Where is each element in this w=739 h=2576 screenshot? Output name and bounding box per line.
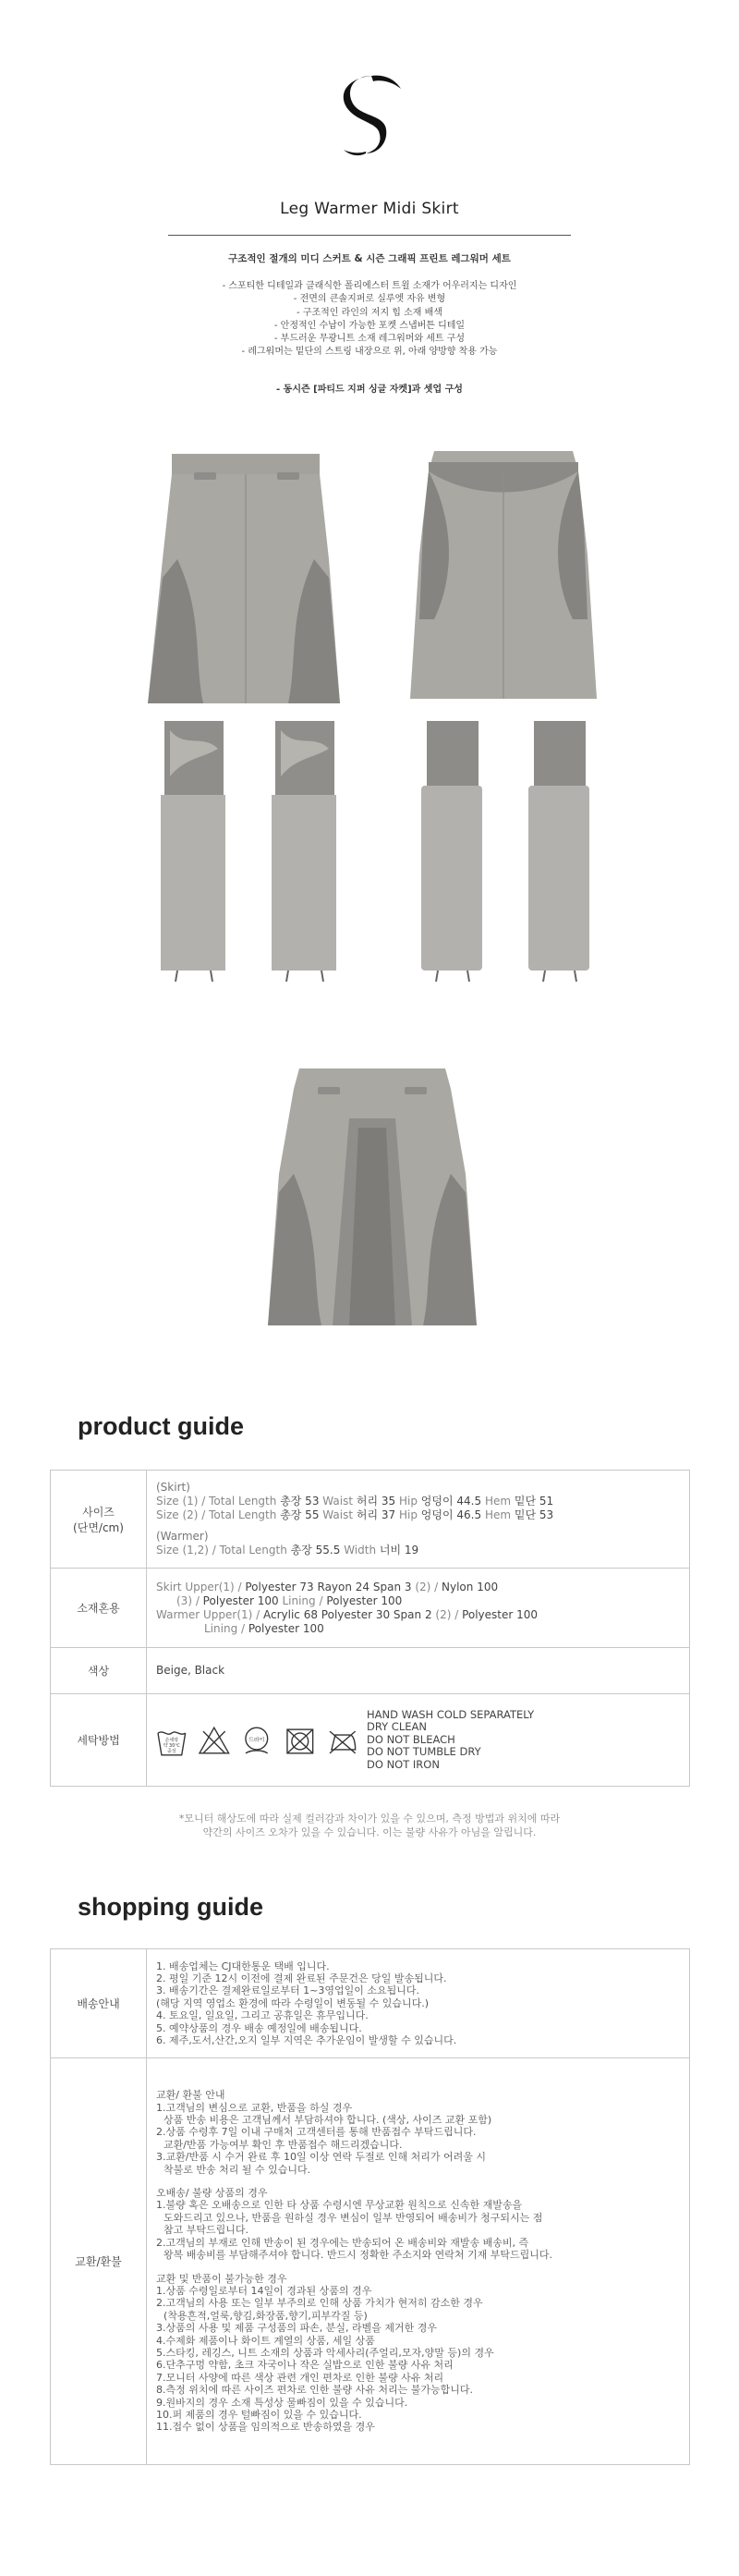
- exchange-line: 교환/ 환불 안내: [156, 2089, 225, 2102]
- no-iron-icon: [326, 1724, 359, 1757]
- exchange-line: 5.스타킹, 레깅스, 니트 소재의 상품과 악세사리(주얼리,모자,양말 등)의 경우: [156, 2346, 494, 2359]
- exchange-line: 상품 반송 비용은 고객님께서 부담하셔야 합니다. (색상, 사이즈 교환 포함): [164, 2114, 492, 2127]
- exchange-line: 참고 부탁드립니다.: [164, 2224, 249, 2237]
- delivery-line: (해당 지역 영업소 환경에 따라 수령일이 변동될 수 있습니다.): [156, 1996, 430, 2009]
- care-instructions: [359, 1709, 534, 1772]
- size-label-unit: (단면/cm): [73, 1520, 124, 1534]
- desc-line: - 전면의 큰솔지퍼로 실루엣 자유 변형: [293, 294, 446, 305]
- exchange-line: 왕복 배송비를 부담해주셔야 합니다. 반드시 정확한 주소지와 연락처 기재 부탁드립니다.: [164, 2249, 552, 2262]
- setup-note: - 동시즌 [파티드 지퍼 싱글 자켓]과 셋업 구성: [276, 385, 463, 395]
- leg-warmer-front-image: [157, 721, 342, 989]
- no-tumble-dry-icon: [284, 1724, 317, 1757]
- product-guide-heading: product guide: [78, 1412, 244, 1440]
- exchange-line: 4.수제화 제품이나 화이트 계열의 상품, 세일 상품: [156, 2334, 375, 2347]
- shopping-guide-heading: shopping guide: [78, 1893, 263, 1921]
- color-value: Beige, Black: [156, 1664, 225, 1677]
- color-label: 색상: [51, 1648, 147, 1694]
- exchange-line: 9.원바지의 경우 소재 특성상 물빠짐이 있을 수 있습니다.: [156, 2396, 408, 2409]
- exchange-line: 도와드리고 있으나, 반품을 원하실 경우 변심이 일부 반영되어 배송비가 청구되시는 점: [164, 2211, 543, 2224]
- care-line: DRY CLEAN: [367, 1720, 427, 1734]
- exchange-line: 6.단추구멍 약함, 초크 자국이나 작은 실밥으로 인한 불량 사유 처리: [156, 2359, 454, 2372]
- skirt-front-image: [139, 448, 351, 707]
- exchange-line: 2.상품 수령후 7일 이내 구매처 고객센터를 통해 반품접수 부탁드립니다.: [156, 2126, 477, 2139]
- product-title: Leg Warmer Midi Skirt: [280, 200, 459, 218]
- skirt-size-section: (Skirt): [156, 1481, 190, 1494]
- care-line: DO NOT IRON: [367, 1757, 440, 1771]
- product-guide-table: [50, 1470, 690, 1787]
- material-line: (3) / Polyester 100 Lining / Polyester 100: [176, 1593, 403, 1607]
- skirt-open-image: [257, 1063, 488, 1331]
- care-row: [51, 1694, 690, 1787]
- exchange-line: 1.상품 수령일로부터 14일이 경과된 상품의 경우: [156, 2284, 372, 2297]
- exchange-line: 11.접수 없이 상품을 임의적으로 반송하였을 경우: [156, 2421, 375, 2434]
- delivery-label: 배송안내: [51, 1949, 147, 2058]
- color-row: [51, 1648, 690, 1694]
- note-line: *모니터 해상도에 따라 실제 컬러감과 차이가 있을 수 있으며, 측정 방법과 위치에 따라: [178, 1813, 561, 1825]
- exchange-label: 교환/환불: [51, 2058, 147, 2465]
- delivery-line: 4. 토요일, 일요일, 그리고 공휴일은 휴무입니다.: [156, 2009, 369, 2022]
- svg-text:손세탁: 손세탁: [164, 1737, 178, 1743]
- exchange-line: 2.고객님의 사용 또는 일부 부주의로 인해 상품 가치가 현저히 감소한 경우: [156, 2297, 483, 2310]
- delivery-line: 3. 배송기간은 결제완료일로부터 1~3영업일이 소요됩니다.: [156, 1984, 419, 1997]
- exchange-line: 3.상품의 사용 및 제품 구성품의 파손, 분실, 라벨을 제거한 경우: [156, 2322, 437, 2335]
- material-line: Skirt Upper(1) / Polyester 73 Rayon 24 Span 3 (2) / Nylon 100: [156, 1580, 499, 1593]
- exchange-line: 2.고객님의 부재로 인해 반송이 된 경우에는 반송되어 온 배송비와 재발송 배송비, 즉: [156, 2236, 529, 2249]
- care-label: 세탁방법: [51, 1694, 147, 1787]
- svg-text:중성: 중성: [167, 1748, 176, 1754]
- exchange-line: 교환 및 반품이 불가능한 경우: [156, 2272, 287, 2285]
- shopping-guide-table: [50, 1948, 690, 2465]
- exchange-row: [51, 2058, 690, 2465]
- exchange-line: 1.고객님의 변심으로 교환, 반품을 하실 경우: [156, 2101, 353, 2114]
- exchange-line: (착용흔적,얼룩,향김,화장품,향기,피부각질 등): [164, 2309, 368, 2322]
- size-label: 사이즈: [82, 1505, 115, 1519]
- size-line: Size (1,2) / Total Length 총장 55.5 Width 너비 19: [156, 1544, 419, 1557]
- desc-line: - 부드러운 무광니트 소재 레그워머와 세트 구성: [273, 334, 466, 345]
- material-label: 소재혼용: [51, 1569, 147, 1648]
- delivery-line: 1. 배송업체는 CJ대한통운 택배 입니다.: [156, 1959, 330, 1972]
- size-disclaimer: [0, 1812, 739, 1839]
- care-line: DO NOT TUMBLE DRY: [367, 1745, 481, 1759]
- delivery-line: 5. 예약상품의 경우 배송 예정일에 배송됩니다.: [156, 2021, 362, 2034]
- product-description: [0, 280, 739, 360]
- warmer-size-section: (Warmer): [156, 1530, 209, 1543]
- desc-line: - 안정적인 수납이 가능한 포켓 스냅버튼 디테일: [273, 320, 466, 331]
- note-line: 약간의 사이즈 오차가 있을 수 있습니다. 이는 불량 사유가 아님을 알립니다.: [202, 1826, 537, 1838]
- desc-line: - 스포티한 디테일과 클래식한 폴리에스터 트윌 소재가 어우러지는 디자인: [222, 281, 517, 291]
- care-line: HAND WASH COLD SEPARATELY: [367, 1707, 535, 1721]
- exchange-line: 7.모니터 사양에 따른 색상 관련 개인 편차로 인한 불량 사유 처리: [156, 2371, 444, 2384]
- brand-logo: [325, 72, 414, 159]
- no-bleach-icon: [198, 1724, 231, 1757]
- skirt-back-image: [397, 444, 610, 702]
- exchange-line: 교환/반품 가능여부 확인 후 반품접수 해드리겠습니다.: [164, 2138, 403, 2151]
- title-divider: [168, 235, 571, 236]
- dry-clean-icon: [240, 1724, 273, 1757]
- exchange-line: 8.측정 위치에 따른 사이즈 편차로 인한 불량 사유 처리는 불가능합니다.: [156, 2384, 473, 2397]
- exchange-line: 착불로 반송 처리 될 수 있습니다.: [164, 2163, 311, 2176]
- hand-wash-30-icon: [156, 1724, 188, 1757]
- material-row: [51, 1569, 690, 1648]
- desc-line: - 레그워머는 밑단의 스트링 내장으로 위, 아래 양방향 착용 가능: [241, 347, 498, 358]
- svg-text:약 30℃: 약 30℃: [163, 1742, 180, 1749]
- leg-warmer-back-image: [414, 721, 599, 989]
- svg-text:드라이: 드라이: [248, 1736, 265, 1743]
- material-line: Warmer Upper(1) / Acrylic 68 Polyester 30 Span 2 (2) / Polyester 100: [156, 1607, 539, 1621]
- size-line: Size (1) / Total Length 총장 53 Waist 허리 35 Hip 엉덩이 44.5 Hem 밑단 51: [156, 1495, 554, 1508]
- delivery-row: [51, 1949, 690, 2058]
- exchange-line: 오배송/ 불량 상품의 경우: [156, 2187, 268, 2200]
- desc-line: - 구조적인 라인의 저지 힙 소재 배색: [297, 307, 442, 318]
- exchange-line: 10.퍼 제품의 경우 털빠짐이 있을 수 있습니다.: [156, 2408, 362, 2421]
- care-line: DO NOT BLEACH: [367, 1732, 455, 1746]
- product-headline: 구조적인 절개의 미디 스커트 & 시즌 그래픽 프린트 레그워머 세트: [228, 253, 511, 264]
- exchange-line: 1.불량 혹은 오배송으로 인한 타 상품 수령시엔 무상교환 원칙으로 신속한 재발송을: [156, 2199, 523, 2212]
- size-row: [51, 1471, 690, 1569]
- size-line: Size (2) / Total Length 총장 55 Waist 허리 37 Hip 엉덩이 46.5 Hem 밑단 53: [156, 1508, 554, 1521]
- delivery-line: 6. 제주,도서,산간,오지 일부 지역은 추가운임이 발생할 수 있습니다.: [156, 2034, 457, 2047]
- exchange-line: 3.교환/반품 시 수거 완료 후 10일 이상 연락 두절로 인해 처리가 어려울 시: [156, 2151, 487, 2164]
- material-line: Lining / Polyester 100: [204, 1621, 324, 1635]
- delivery-line: 2. 평일 기준 12시 이전에 결제 완료된 주문건은 당일 발송됩니다.: [156, 1972, 447, 1984]
